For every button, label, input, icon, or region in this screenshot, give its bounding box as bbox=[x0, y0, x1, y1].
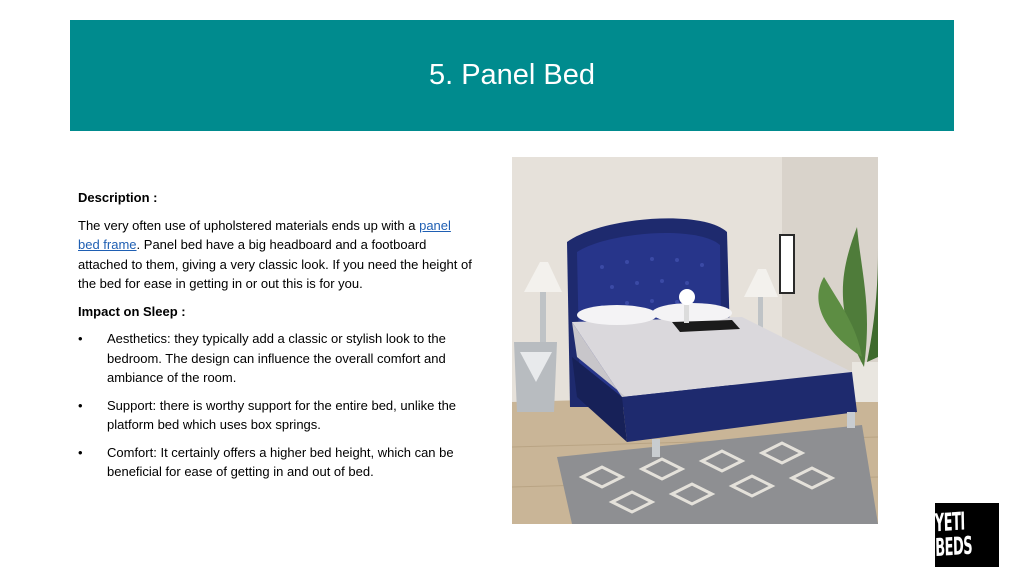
description-heading: Description : bbox=[78, 190, 158, 205]
description-text-before: The very often use of upholstered materials ends up with a bbox=[78, 217, 420, 233]
logo-text: YETI BEDS bbox=[934, 508, 973, 564]
title-banner bbox=[70, 20, 954, 131]
list-item bbox=[78, 396, 473, 435]
panel-bed-photo bbox=[512, 157, 878, 524]
description-block bbox=[78, 188, 473, 490]
panel-bed-frame-link[interactable]: panel bed frame bbox=[78, 217, 451, 252]
list-item bbox=[78, 443, 473, 482]
bullet-icon: • bbox=[78, 331, 83, 346]
slide-title: 5. Panel Bed bbox=[428, 59, 596, 91]
bullet-text: Comfort: It certainly offers a higher bed height, which can be beneficial for ease of getting in and out of bed. bbox=[107, 444, 454, 479]
yeti-beds-logo bbox=[935, 503, 999, 567]
bullet-icon: • bbox=[78, 397, 83, 413]
bullet-text: Support: there is worthy support for the entire bed, unlike the platform bed which uses box springs. bbox=[107, 397, 457, 432]
bullet-text: Aesthetics: they typically add a classic or stylish look to the bedroom. The design can influence the overall comfort and ambiance of the room. bbox=[107, 331, 446, 385]
list-item bbox=[78, 329, 473, 388]
bed-illustration bbox=[512, 157, 878, 524]
bullet-icon: • bbox=[78, 444, 83, 460]
description-text-after: . Panel bed have a big headboard and a footboard attached to them, giving a very classic look. If you need the height of the bed for ease in getting in or out this is for you. bbox=[78, 237, 472, 291]
impact-list bbox=[78, 329, 473, 482]
impact-heading: Impact on Sleep : bbox=[78, 303, 186, 319]
description-paragraph bbox=[78, 216, 473, 294]
